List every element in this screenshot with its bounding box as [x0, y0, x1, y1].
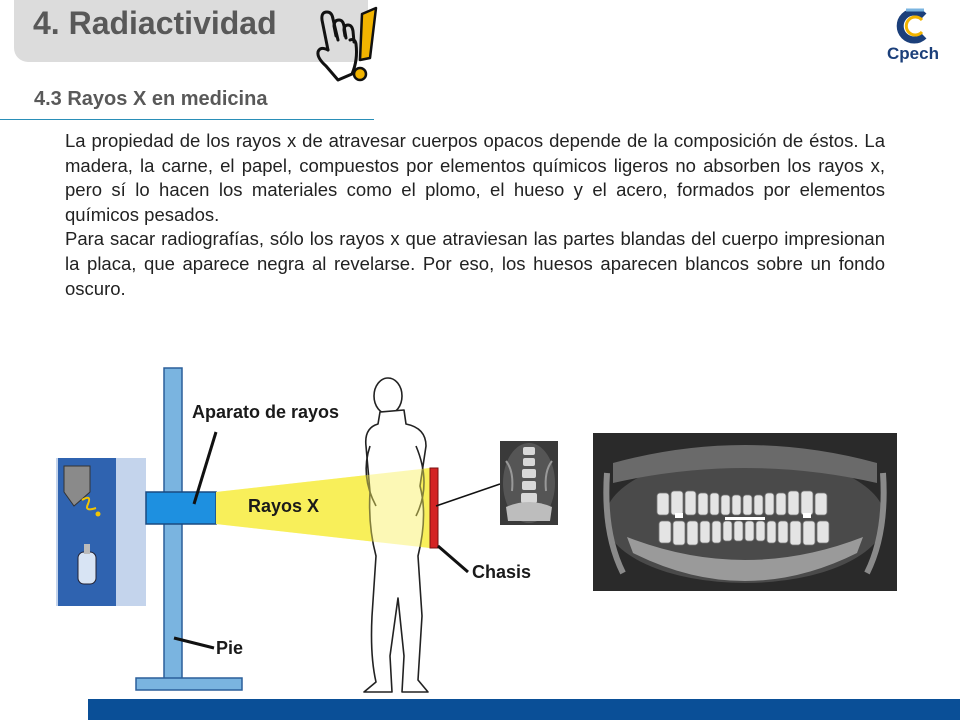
stand-base: [136, 678, 242, 690]
xray-diagram: [54, 366, 574, 705]
section-subtitle: 4.3 Rayos X en medicina: [34, 88, 268, 110]
cpech-logo-mark-icon: [878, 6, 948, 46]
spine-radiograph-image: [500, 441, 558, 525]
body-text: [65, 129, 885, 301]
paragraph-2: Para sacar radiografías, sólo los rayos x que atraviesan las partes blandas del cuerpo impresionan la placa, que aparece negra al revelarse. Por eso, los huesos aparecen blancos sobre un fondo oscuro.: [65, 228, 885, 299]
paragraph-1: La propiedad de los rayos x de atravesar cuerpos opacos depende de la composición de éstos. La madera, la carne, el papel, compuestos por elementos químicos ligeros no absorben los rayos x, pero sí lo hacen los materiales como el plomo, el hueso y el acero, formados por elementos químicos pesados.: [65, 130, 885, 225]
cpech-logo: [878, 6, 948, 68]
page-title: 4. Radiactividad: [33, 5, 277, 41]
hand-pointer-icon: [312, 0, 392, 92]
logo-text: Cpech: [887, 44, 939, 63]
footer-bar: [88, 699, 960, 720]
label-cassette: Chasis: [472, 562, 532, 582]
cassette-pointer-line: [436, 484, 500, 506]
label-rays: Rayos X: [248, 496, 320, 516]
label-apparatus: Aparato de rayos: [192, 402, 340, 422]
xray-tube: [146, 492, 216, 524]
subtitle-divider: [0, 119, 374, 120]
cassette: [430, 468, 438, 548]
cassette-leader-line: [438, 546, 468, 572]
label-stand: Pie: [216, 638, 244, 658]
dental-panoramic-radiograph-image: [593, 433, 897, 591]
